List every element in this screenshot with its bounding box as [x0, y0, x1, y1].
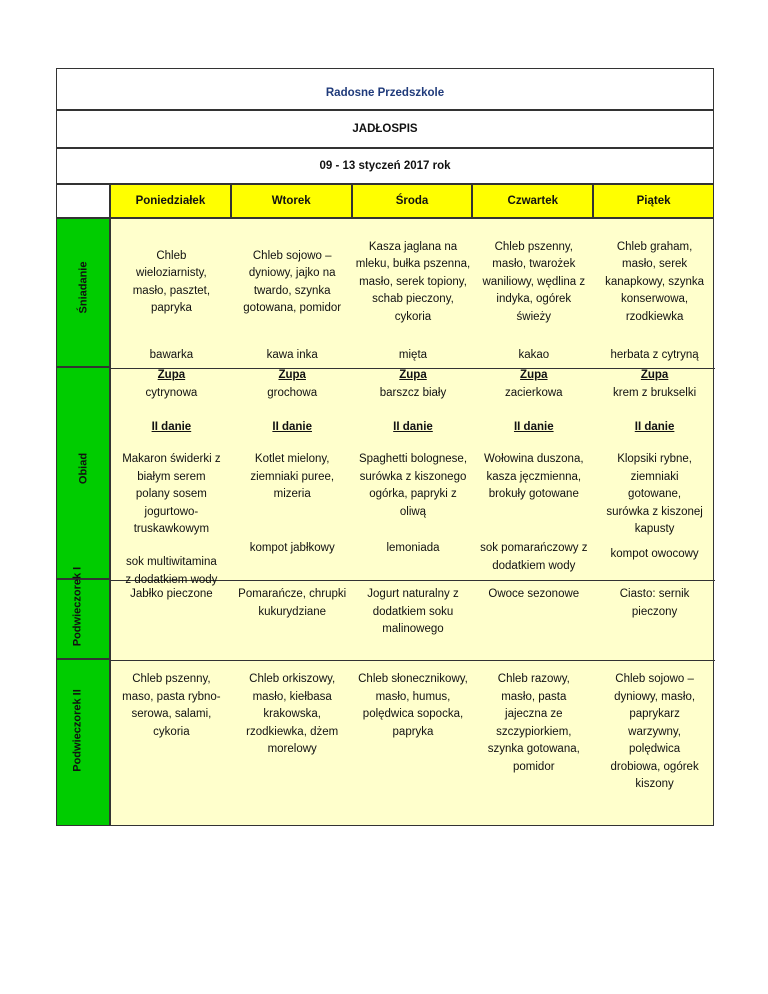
snack1-cell — [111, 586, 232, 604]
second-course-cell-line: Spaghetti bolognese, — [358, 453, 468, 465]
menu-page — [56, 68, 714, 826]
snack1-cell-line: dodatkiem soku — [372, 605, 454, 618]
breakfast-cell — [111, 248, 232, 318]
breakfast-cell-line: masło, twarożek — [492, 258, 576, 271]
soup-label-line: Zupa — [157, 369, 186, 381]
lunch-drink-cell — [473, 540, 594, 575]
soup-cell-line: krem z brukselki — [613, 387, 697, 399]
breakfast-drink-cell-line: kawa inka — [266, 349, 318, 361]
day-wednesday: Środa — [352, 184, 473, 218]
menu-title: JADŁOSPIS — [56, 110, 714, 148]
snack2-cell — [353, 671, 474, 741]
breakfast-drink-cell — [111, 347, 232, 365]
breakfast-cell-line: Chleb graham, — [616, 240, 693, 253]
second-course-cell-line: kasza jęczmienna, — [486, 470, 582, 483]
breakfast-drink-cell-line: bawarka — [149, 349, 194, 361]
breakfast-cell-line: twardo, szynka — [253, 284, 331, 297]
menu-body — [110, 218, 714, 826]
breakfast-cell-line: cykoria — [394, 310, 432, 323]
section-breakfast — [56, 218, 110, 367]
menu-table — [56, 184, 714, 826]
second-course-cell-line: Makaron świderki z — [122, 453, 221, 465]
breakfast-drink-cell-line: herbata z cytryną — [610, 349, 699, 361]
second-course-cell-line: oliwą — [399, 505, 427, 518]
snack1-cell-line: pieczony — [631, 605, 678, 618]
date-range: 09 - 13 styczeń 2017 rok — [56, 148, 714, 184]
snack2-cell-line: morelowy — [267, 743, 317, 755]
breakfast-cell-line: Kasza jaglana na — [368, 240, 458, 253]
breakfast-cell-line: mleku, bułka pszenna, — [355, 258, 471, 271]
snack1-cell-line: malinowego — [382, 623, 444, 635]
lunch-drink-cell-line: sok pomarańczowy z — [480, 542, 588, 554]
breakfast-drink-cell — [594, 347, 715, 365]
snack2-cell-line: Chleb razowy, — [497, 673, 570, 685]
second-course-cell-line: Kotlet mielony, — [254, 453, 330, 465]
snack1-cell — [473, 586, 594, 604]
day-monday: Poniedziałek — [110, 184, 231, 218]
lunch-drink-cell — [594, 546, 715, 564]
second-course-cell-line: ziemniaki — [630, 470, 679, 483]
second-course-cell — [594, 451, 715, 539]
snack2-cell — [111, 671, 232, 741]
soup-cell-line: cytrynowa — [145, 387, 198, 399]
soup-cell — [232, 385, 353, 403]
breakfast-cell-line: rzodkiewka — [625, 310, 684, 323]
snack1-cell-line: Ciasto: sernik — [619, 588, 690, 600]
section-snack1 — [56, 566, 110, 659]
lunch-drink-cell — [353, 540, 474, 558]
breakfast-cell-line: kanapkowy, szynka — [605, 275, 705, 288]
second-course-cell-line: truskawkowym — [133, 523, 210, 535]
snack2-cell-line: maso, pasta rybno- — [122, 690, 221, 703]
day-headers — [110, 184, 714, 218]
soup-cell-line: zacierkowa — [505, 387, 563, 399]
second-course-cell-line: Wołowina duszona, — [484, 453, 584, 465]
breakfast-cell-line: papryka — [150, 302, 192, 314]
breakfast-cell-line: gotowana, pomidor — [243, 302, 342, 314]
day-thursday: Czwartek — [472, 184, 593, 218]
breakfast-cell — [594, 239, 715, 327]
second-course-label — [232, 419, 353, 437]
menu-column-friday — [594, 219, 715, 827]
second-course-cell-line: surówka z kiszonego — [359, 470, 467, 483]
breakfast-drink-cell-line: mięta — [398, 349, 428, 361]
lunch-drink-cell-line: z dodatkiem wody — [125, 573, 218, 586]
second-course-label — [111, 419, 232, 437]
breakfast-cell-line: wieloziarnisty, — [136, 267, 207, 279]
soup-cell-line: barszcz biały — [379, 387, 447, 399]
day-friday: Piątek — [593, 184, 714, 218]
section-snack1-label: Podwieczorek I — [71, 566, 84, 647]
second-course-label-line: II danie — [151, 421, 192, 433]
second-course-label — [473, 419, 594, 437]
soup-cell — [473, 385, 594, 403]
snack1-cell-line: Owoce sezonowe — [488, 588, 580, 600]
lunch-drink-cell-line: dodatkiem wody — [492, 559, 576, 572]
second-course-cell-line: białym serem — [137, 470, 206, 483]
soup-label — [594, 367, 715, 385]
soup-label-line: Zupa — [520, 369, 548, 381]
lunch-drink-cell-line: sok multiwitamina — [126, 556, 217, 568]
second-course-cell-line: mizeria — [273, 488, 311, 500]
soup-cell — [353, 385, 474, 403]
snack2-cell-line: warzywny, — [628, 725, 681, 738]
snack2-cell-line: pomidor — [513, 760, 555, 773]
breakfast-cell-line: konserwowa, — [621, 293, 689, 306]
second-course-cell — [232, 451, 353, 504]
snack1-cell — [594, 586, 715, 621]
breakfast-cell-line: masło, pasztet, — [132, 284, 211, 297]
section-snack2-label: Podwieczorek II — [71, 689, 84, 772]
snack2-cell-line: masło, pasta — [501, 690, 567, 703]
soup-label — [111, 367, 232, 385]
soup-cell — [111, 385, 232, 403]
lunch-drink-cell-line: lemoniada — [386, 542, 440, 554]
breakfast-drink-cell-line: kakao — [518, 349, 550, 361]
second-course-cell-line: kapusty — [634, 523, 675, 535]
lunch-drink-cell — [111, 554, 232, 589]
snack2-cell — [594, 671, 715, 794]
section-breakfast-label: Śniadanie — [77, 261, 90, 314]
second-course-cell-line: surówka z kiszonej — [606, 505, 703, 518]
snack2-cell-line: papryka — [392, 725, 434, 738]
menu-column-wednesday — [353, 219, 474, 827]
snack1-cell-line: Pomarańcze, chrupki — [238, 588, 347, 600]
breakfast-cell-line: Chleb pszenny, — [494, 240, 573, 253]
snack2-cell-line: polędwica — [629, 743, 681, 755]
school-name: Radosne Przedszkole — [56, 68, 714, 110]
snack2-cell-line: serowa, salami, — [131, 708, 212, 720]
snack2-cell-line: szczypiorkiem, — [496, 725, 572, 738]
snack2-cell-line: polędwica sopocka, — [362, 708, 464, 720]
second-course-label-line: II danie — [634, 421, 675, 433]
second-course-cell — [353, 451, 474, 521]
breakfast-cell-line: schab pieczony, — [372, 293, 454, 306]
snack2-cell-line: krakowska, — [263, 708, 321, 720]
second-course-cell — [111, 451, 232, 539]
breakfast-cell-line: świeży — [516, 310, 552, 323]
breakfast-cell-line: indyka, ogórek — [496, 293, 572, 306]
snack1-cell — [232, 586, 353, 621]
second-course-label-line: II danie — [272, 421, 312, 433]
snack2-cell-line: jajeczna ze — [505, 708, 563, 720]
breakfast-cell-line: dyniowy, jajko na — [248, 267, 336, 279]
second-course-label — [353, 419, 474, 437]
section-lunch-label: Obiad — [77, 452, 90, 485]
lunch-drink-cell — [232, 540, 353, 558]
day-tuesday: Wtorek — [231, 184, 352, 218]
snack2-cell-line: rzodkiewka, dżem — [246, 725, 339, 738]
breakfast-cell — [473, 239, 594, 327]
second-course-cell-line: jogurtowo- — [144, 505, 199, 518]
snack2-cell — [473, 671, 594, 776]
menu-column-thursday — [473, 219, 594, 827]
second-course-label-line: II danie — [393, 421, 433, 433]
soup-cell — [594, 385, 715, 403]
snack2-cell-line: Chleb sojowo – — [615, 673, 694, 685]
lunch-drink-cell-line: kompot owocowy — [610, 548, 699, 560]
soup-label — [473, 367, 594, 385]
soup-label-line: Zupa — [399, 369, 427, 381]
second-course-cell-line: Klopsiki rybne, — [617, 453, 692, 465]
breakfast-cell-line: Chleb sojowo – — [252, 249, 332, 262]
breakfast-drink-cell — [353, 347, 474, 365]
breakfast-cell — [232, 248, 353, 318]
soup-label — [232, 367, 353, 385]
snack2-cell-line: Chleb orkiszowy, — [249, 673, 336, 685]
snack1-cell-line: Jabłko pieczone — [130, 588, 213, 600]
second-course-cell-line: gotowane, — [628, 488, 682, 500]
second-course-cell-line: polany sosem — [135, 488, 207, 500]
breakfast-cell — [353, 239, 474, 327]
snack1-cell — [353, 586, 474, 639]
soup-cell-line: grochowa — [267, 387, 318, 399]
breakfast-cell-line: masło, serek — [621, 258, 688, 271]
snack2-cell — [232, 671, 353, 759]
meal-sections — [56, 184, 110, 826]
lunch-drink-cell-line: kompot jabłkowy — [249, 542, 335, 554]
menu-column-tuesday — [232, 219, 353, 827]
snack2-cell-line: Chleb słonecznikowy, — [358, 673, 468, 685]
section-snack2 — [56, 659, 110, 826]
breakfast-cell-line: waniliowy, wędlina z — [482, 275, 586, 288]
snack2-cell-line: dyniowy, masło, — [614, 690, 696, 703]
soup-label — [353, 367, 474, 385]
snack2-cell-line: Chleb pszenny, — [132, 673, 211, 685]
snack1-cell-line: kukurydziane — [258, 605, 327, 618]
soup-label-line: Zupa — [640, 369, 669, 381]
section-lunch — [56, 367, 110, 579]
breakfast-drink-cell — [232, 347, 353, 365]
second-course-cell — [473, 451, 594, 504]
second-course-cell-line: ziemniaki puree, — [250, 470, 335, 483]
snack2-cell-line: paprykarz — [629, 708, 680, 720]
snack2-cell-line: kiszony — [635, 778, 674, 790]
table-corner — [56, 184, 110, 218]
second-course-cell-line: brokuły gotowane — [488, 488, 579, 500]
menu-column-monday — [111, 219, 232, 827]
snack2-cell-line: masło, kiełbasa — [252, 690, 332, 703]
snack2-cell-line: cykoria — [153, 725, 190, 738]
breakfast-cell-line: masło, serek topiony, — [359, 275, 467, 288]
snack2-cell-line: masło, humus, — [375, 690, 451, 703]
breakfast-drink-cell — [473, 347, 594, 365]
second-course-label-line: II danie — [513, 421, 554, 433]
breakfast-cell-line: Chleb — [156, 249, 187, 262]
snack2-cell-line: szynka gotowana, — [487, 743, 580, 755]
snack2-cell-line: drobiowa, ogórek — [610, 760, 699, 773]
second-course-cell-line: ogórka, papryki z — [369, 488, 457, 500]
second-course-label — [594, 419, 715, 437]
soup-label-line: Zupa — [278, 369, 306, 381]
snack1-cell-line: Jogurt naturalny z — [367, 588, 459, 600]
